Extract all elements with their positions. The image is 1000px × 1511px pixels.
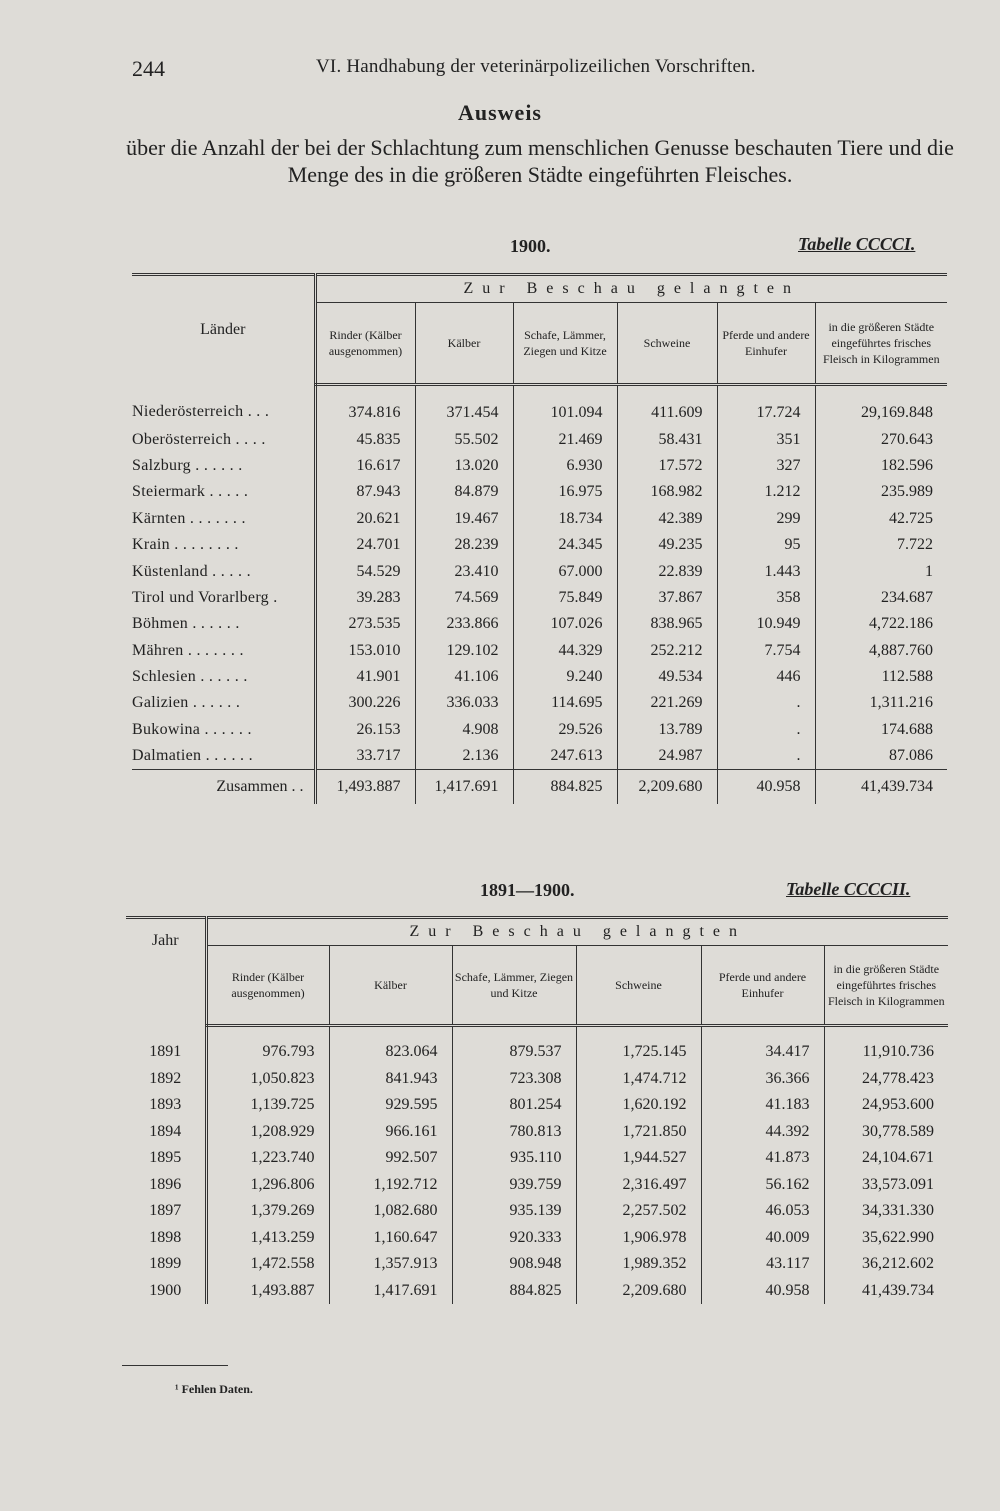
column-header: Rinder (Kälber ausgenommen): [206, 946, 329, 1026]
cell: 67.000: [513, 558, 617, 584]
row-year: 1900: [149, 1281, 182, 1299]
table-row: [132, 690, 947, 716]
table-row: [126, 1251, 948, 1278]
row-year: 1895: [149, 1149, 182, 1167]
cell: 39.283: [315, 585, 415, 611]
table-row: [132, 506, 947, 532]
cell: 247.613: [513, 743, 617, 770]
cell: 10.949: [717, 611, 815, 637]
cell: 235.989: [815, 479, 947, 505]
table-row: [132, 743, 947, 770]
cell: 780.813: [452, 1119, 576, 1146]
table-row: [126, 1145, 948, 1172]
table1-label: Tabelle CCCCI.: [798, 234, 916, 254]
cell: 24,778.423: [824, 1066, 948, 1093]
row-year: 1892: [149, 1069, 182, 1087]
cell: 41.183: [701, 1092, 824, 1119]
column-header: in die größeren Städte eingeführtes frisches Fleisch in Kilogrammen: [815, 303, 947, 385]
cell: 87.086: [815, 743, 947, 770]
cell: 966.161: [329, 1119, 452, 1146]
cell: 371.454: [415, 385, 513, 427]
cell: 723.308: [452, 1066, 576, 1093]
cell: 351: [717, 426, 815, 452]
cell: 1.212: [717, 479, 815, 505]
cell: 35,622.990: [824, 1225, 948, 1252]
column-header: Schafe, Lämmer, Ziegen und Kitze: [513, 303, 617, 385]
cell: 37.867: [617, 585, 717, 611]
cell: 40.958: [701, 1278, 824, 1305]
row-year: 1896: [149, 1175, 182, 1193]
cell: 992.507: [329, 1145, 452, 1172]
cell: 20.621: [315, 506, 415, 532]
cell: 46.053: [701, 1198, 824, 1225]
cell: 28.239: [415, 532, 513, 558]
cell: 2.136: [415, 743, 513, 770]
cell: 838.965: [617, 611, 717, 637]
column-header: Schweine: [617, 303, 717, 385]
column-headers: [126, 946, 948, 1026]
row-name: Steiermark . . . . .: [132, 483, 249, 501]
cell: 1,082.680: [329, 1198, 452, 1225]
row-year: 1891: [149, 1042, 182, 1060]
cell: 1,906.978: [576, 1225, 701, 1252]
page-title: Ausweis: [457, 100, 542, 125]
cell: 1,413.259: [206, 1225, 329, 1252]
cell: 823.064: [329, 1026, 452, 1066]
cell: 42.725: [815, 506, 947, 532]
cell: 1,050.823: [206, 1066, 329, 1093]
cell: 801.254: [452, 1092, 576, 1119]
table-row: [126, 1198, 948, 1225]
cell: 2,316.497: [576, 1172, 701, 1199]
cell: 42.389: [617, 506, 717, 532]
cell: 1,474.712: [576, 1066, 701, 1093]
table-row: [126, 1026, 948, 1066]
cell: 1,620.192: [576, 1092, 701, 1119]
cell: 29,169.848: [815, 385, 947, 427]
cell: 1,160.647: [329, 1225, 452, 1252]
cell: 4,722.186: [815, 611, 947, 637]
row-name: Zusammen . .: [132, 770, 315, 805]
cell: 935.139: [452, 1198, 576, 1225]
row-name: Kärnten . . . . . . .: [132, 509, 246, 527]
cell: 1,357.913: [329, 1251, 452, 1278]
cell: 13.789: [617, 717, 717, 743]
column-header: Schafe, Lämmer, Ziegen und Kitze: [452, 946, 576, 1026]
cell: 1,311.216: [815, 690, 947, 716]
cell: 929.595: [329, 1092, 452, 1119]
cell: 44.329: [513, 638, 617, 664]
cell: 17.724: [717, 385, 815, 427]
table-row: [132, 585, 947, 611]
cell: 300.226: [315, 690, 415, 716]
table-row: [132, 479, 947, 505]
cell: 45.835: [315, 426, 415, 452]
cell: 112.588: [815, 664, 947, 690]
table-row: [126, 1066, 948, 1093]
cell: 17.572: [617, 453, 717, 479]
running-title: VI. Handhabung der veterinärpolizeilichen Vorschriften.: [316, 56, 756, 77]
cell: 1,379.269: [206, 1198, 329, 1225]
row-header: Länder: [200, 321, 246, 339]
cell: 920.333: [452, 1225, 576, 1252]
cell: 13.020: [415, 453, 513, 479]
cell: 40.958: [717, 770, 815, 805]
cell: 879.537: [452, 1026, 576, 1066]
column-header: Pferde und andere Einhufer: [717, 303, 815, 385]
cell: 41,439.734: [815, 770, 947, 805]
column-header: Kälber: [329, 946, 452, 1026]
table2-label: Tabelle CCCCII.: [786, 879, 911, 899]
cell: 182.596: [815, 453, 947, 479]
table-row: [132, 558, 947, 584]
cell: 1: [815, 558, 947, 584]
cell: 2,257.502: [576, 1198, 701, 1225]
cell: 299: [717, 506, 815, 532]
table-row: [132, 664, 947, 690]
row-name: Salzburg . . . . . .: [132, 456, 243, 474]
cell: 6.930: [513, 453, 617, 479]
cell: 36.366: [701, 1066, 824, 1093]
cell: 935.110: [452, 1145, 576, 1172]
cell: 1,944.527: [576, 1145, 701, 1172]
row-year: 1898: [149, 1228, 182, 1246]
row-name: Mähren . . . . . . .: [132, 641, 244, 659]
cell: 1,725.145: [576, 1026, 701, 1066]
cell: 327: [717, 453, 815, 479]
row-name: Böhmen . . . . . .: [132, 615, 240, 633]
cell: 40.009: [701, 1225, 824, 1252]
cell: 374.816: [315, 385, 415, 427]
table-row: [126, 1225, 948, 1252]
table-row: [126, 1119, 948, 1146]
cell: 1,139.725: [206, 1092, 329, 1119]
column-header: in die größeren Städte eingeführtes frisches Fleisch in Kilogrammen: [824, 946, 948, 1026]
cell: 16.617: [315, 453, 415, 479]
cell: .: [717, 690, 815, 716]
footnote: ¹ Fehlen Daten.: [175, 1382, 253, 1396]
group-header: Zur Beschau gelangten: [206, 918, 948, 946]
cell: 1,472.558: [206, 1251, 329, 1278]
table-row: [126, 1278, 948, 1305]
cell: 1.443: [717, 558, 815, 584]
table-row: [132, 385, 947, 427]
total-row: [132, 770, 947, 805]
cell: 107.026: [513, 611, 617, 637]
cell: 411.609: [617, 385, 717, 427]
cell: 9.240: [513, 664, 617, 690]
cell: 1,208.929: [206, 1119, 329, 1146]
cell: 234.687: [815, 585, 947, 611]
cell: 446: [717, 664, 815, 690]
cell: 24.345: [513, 532, 617, 558]
cell: 976.793: [206, 1026, 329, 1066]
cell: 74.569: [415, 585, 513, 611]
table1-year: 1900.: [510, 236, 551, 256]
cell: 33.717: [315, 743, 415, 770]
cell: 2,209.680: [576, 1278, 701, 1305]
cell: 939.759: [452, 1172, 576, 1199]
cell: 884.825: [513, 770, 617, 805]
cell: 75.849: [513, 585, 617, 611]
row-year: 1894: [149, 1122, 182, 1140]
cell: 2,209.680: [617, 770, 717, 805]
cell: 41.106: [415, 664, 513, 690]
cell: 95: [717, 532, 815, 558]
page-number: 244: [132, 56, 165, 81]
cell: 49.534: [617, 664, 717, 690]
cell: 43.117: [701, 1251, 824, 1278]
cell: 11,910.736: [824, 1026, 948, 1066]
row-name: Niederösterreich . . .: [132, 403, 270, 421]
row-name: Oberösterreich . . . .: [132, 430, 266, 448]
cell: 884.825: [452, 1278, 576, 1305]
row-name: Krain . . . . . . . .: [132, 536, 239, 554]
row-year: 1893: [149, 1096, 182, 1114]
cell: 49.235: [617, 532, 717, 558]
cell: 41.873: [701, 1145, 824, 1172]
table-row: [132, 426, 947, 452]
footnote-rule: [122, 1365, 228, 1366]
cell: 84.879: [415, 479, 513, 505]
cell: 29.526: [513, 717, 617, 743]
cell: 358: [717, 585, 815, 611]
cell: 273.535: [315, 611, 415, 637]
cell: 1,493.887: [315, 770, 415, 805]
cell: 55.502: [415, 426, 513, 452]
table-row: [126, 1092, 948, 1119]
cell: 114.695: [513, 690, 617, 716]
cell: 4.908: [415, 717, 513, 743]
cell: 19.467: [415, 506, 513, 532]
cell: 24,104.671: [824, 1145, 948, 1172]
cell: 56.162: [701, 1172, 824, 1199]
cell: 1,223.740: [206, 1145, 329, 1172]
cell: 26.153: [315, 717, 415, 743]
cell: 21.469: [513, 426, 617, 452]
cell: 233.866: [415, 611, 513, 637]
cell: 168.982: [617, 479, 717, 505]
page-subtitle: über die Anzahl der bei der Schlachtung zum menschlichen Genusse beschauten Tiere und die Menge des in die größeren Städte eingeführten Fleisches.: [126, 135, 954, 187]
row-name: Galizien . . . . . .: [132, 694, 241, 712]
cell: 1,192.712: [329, 1172, 452, 1199]
cell: 336.033: [415, 690, 513, 716]
table-row: [132, 611, 947, 637]
cell: 18.734: [513, 506, 617, 532]
column-header: Kälber: [415, 303, 513, 385]
table-row: [126, 1172, 948, 1199]
row-header: Jahr: [151, 932, 179, 949]
table-1900: [132, 273, 947, 804]
cell: 24.701: [315, 532, 415, 558]
cell: 34.417: [701, 1026, 824, 1066]
cell: 4,887.760: [815, 638, 947, 664]
cell: 908.948: [452, 1251, 576, 1278]
cell: 270.643: [815, 426, 947, 452]
table2-year: 1891—1900.: [480, 880, 575, 900]
group-header: Zur Beschau gelangten: [315, 275, 947, 303]
cell: 44.392: [701, 1119, 824, 1146]
cell: 22.839: [617, 558, 717, 584]
cell: 54.529: [315, 558, 415, 584]
cell: 174.688: [815, 717, 947, 743]
cell: .: [717, 717, 815, 743]
cell: 58.431: [617, 426, 717, 452]
cell: 101.094: [513, 385, 617, 427]
table-row: [132, 532, 947, 558]
cell: 36,212.602: [824, 1251, 948, 1278]
table-row: [132, 717, 947, 743]
cell: 1,417.691: [329, 1278, 452, 1305]
cell: 41.901: [315, 664, 415, 690]
cell: 7.722: [815, 532, 947, 558]
column-header: Pferde und andere Einhufer: [701, 946, 824, 1026]
cell: 87.943: [315, 479, 415, 505]
cell: 24.987: [617, 743, 717, 770]
row-name: Bukowina . . . . . .: [132, 720, 252, 738]
cell: 1,721.850: [576, 1119, 701, 1146]
cell: 34,331.330: [824, 1198, 948, 1225]
row-name: Dalmatien . . . . . .: [132, 747, 253, 765]
row-name: Tirol und Vorarlberg .: [132, 588, 278, 606]
cell: 23.410: [415, 558, 513, 584]
cell: .: [717, 743, 815, 770]
row-year: 1899: [149, 1255, 182, 1273]
cell: 33,573.091: [824, 1172, 948, 1199]
table-row: [132, 453, 947, 479]
cell: 1,417.691: [415, 770, 513, 805]
cell: 16.975: [513, 479, 617, 505]
cell: 7.754: [717, 638, 815, 664]
cell: 1,296.806: [206, 1172, 329, 1199]
table-row: [132, 638, 947, 664]
column-header: Rinder (Kälber ausgenommen): [315, 303, 415, 385]
cell: 153.010: [315, 638, 415, 664]
cell: 1,989.352: [576, 1251, 701, 1278]
cell: 41,439.734: [824, 1278, 948, 1305]
cell: 221.269: [617, 690, 717, 716]
table-1891-1900: [126, 916, 948, 1304]
cell: 30,778.589: [824, 1119, 948, 1146]
cell: 129.102: [415, 638, 513, 664]
cell: 24,953.600: [824, 1092, 948, 1119]
row-name: Schlesien . . . . . .: [132, 668, 248, 686]
row-name: Küstenland . . . . .: [132, 562, 251, 580]
cell: 1,493.887: [206, 1278, 329, 1305]
column-header: Schweine: [576, 946, 701, 1026]
row-year: 1897: [149, 1202, 182, 1220]
cell: 252.212: [617, 638, 717, 664]
page-header: [132, 52, 952, 82]
cell: 841.943: [329, 1066, 452, 1093]
